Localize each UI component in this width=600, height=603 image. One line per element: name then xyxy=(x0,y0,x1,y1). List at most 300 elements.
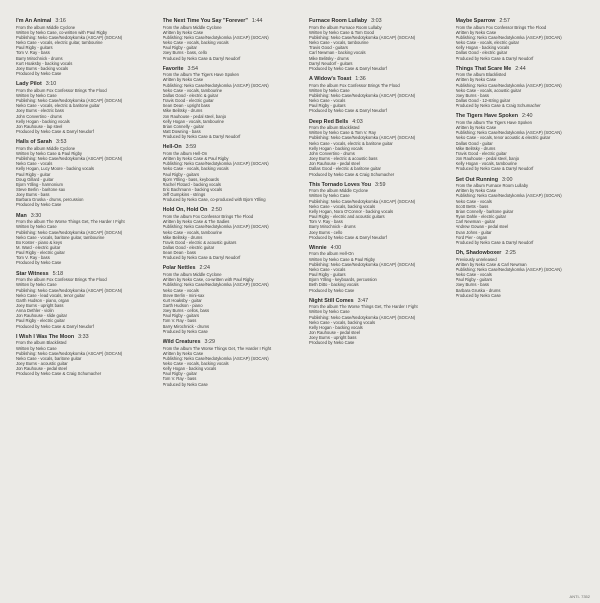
credit-line: Barbara Gruska - drums xyxy=(455,287,501,293)
credit-line: From the album Furnace Room Lullaby xyxy=(309,24,382,30)
track-title: Things That Scare Me xyxy=(455,65,512,72)
credit-line: From the album Blacklisted xyxy=(455,72,507,78)
credit-line: Beth Ditto - backing vocals xyxy=(309,282,359,288)
credit-line: Produced by Neko Case, co-produced with Bjorn Ytlling xyxy=(162,197,266,203)
credit-line: Tom V. Ray - bass xyxy=(162,318,197,324)
credit-line: Written by Neko Case xyxy=(455,29,497,35)
credit-line: Paul Rigby - electric guitar xyxy=(16,250,65,256)
credit-line: Produced by Neko Case xyxy=(162,328,208,334)
credit-line: Neko Case - vocals xyxy=(16,161,53,167)
credit-line: From the album Blacklisted xyxy=(16,340,67,346)
credit-line: Joey Burns - cellos, bass xyxy=(162,308,210,314)
credit-line: Joey Burns - bass xyxy=(16,192,50,198)
track-credit xyxy=(163,18,296,61)
column-4 xyxy=(456,18,589,589)
credit-line: From the album The Tigers Have Spoken xyxy=(455,119,532,125)
credit-line: From the album Fox Confessor Brings The Flood xyxy=(16,277,107,283)
credit-line: Written by Neko Case & The Sadies xyxy=(162,219,230,225)
credit-line: Produced by Neko Case xyxy=(16,260,62,266)
track-heading xyxy=(456,177,589,184)
credit-line: Publishing: Neko Case/Nedotykomka (ASCAP) (SOCAN) xyxy=(162,224,269,230)
credit-line: Produced by Neko Case & Darryl Neudorf xyxy=(162,55,241,61)
credit-line: Mike Belitsky - drums xyxy=(309,55,349,61)
credit-line: Anna Dethler - violin xyxy=(16,308,54,314)
credit-line: Kurt Hoaksby - guitar xyxy=(162,297,202,303)
credit-line: Publishing: Neko Case/Nedotykomka (ASCAP) (SOCAN) xyxy=(16,350,123,356)
credit-line: Ford Pier - organ xyxy=(455,234,488,240)
track-heading xyxy=(456,66,589,73)
credit-line: Neko Case - vocals, backing vocals xyxy=(162,166,229,172)
track-heading xyxy=(163,18,296,25)
credit-line: Tom V. Ray - bass xyxy=(162,376,197,382)
column-1 xyxy=(16,18,149,589)
track-duration: 3:00 xyxy=(502,176,513,183)
credit-line: Written by Neko Case xyxy=(16,92,57,98)
credit-line: Produced by Neko Case & Darryl Neudorf xyxy=(309,234,387,240)
credit-line: Matt Downing - bass xyxy=(162,129,201,134)
track-title: This Tornado Loves You xyxy=(309,181,371,188)
credit-line: Sean Dean - bass xyxy=(162,250,197,256)
credit-line: Publishing: Neko Case/Nedotykomka (ASCAP) (SOCAN) xyxy=(309,92,416,98)
credit-line: Neko Case - vocals, tambourine xyxy=(309,40,369,46)
credit-line: Publishing: Neko Case/Nedotykomka (ASCAP) (SOCAN) xyxy=(162,161,269,167)
credit-line: Written by Neko Case & Paul Rigby xyxy=(309,256,376,262)
credit-line: Written by Neko Case xyxy=(16,224,57,230)
credit-line: Produced by Neko Case & Darryl Neudorf xyxy=(16,323,94,329)
credit-line: Neko Case - vocals, electric & baritone guitar xyxy=(16,103,100,109)
credit-line: Written by Neko Case xyxy=(309,309,350,315)
credit-line: Written by Neko Case & Paul Rigby xyxy=(16,150,83,156)
credit-line: Produced by Neko Case & Darryl Neudorf xyxy=(16,129,94,134)
credit-line: Written by Neko Case & Tom V. Ray xyxy=(309,130,376,136)
track-credit xyxy=(163,144,296,202)
track-credit xyxy=(309,18,442,71)
credit-line: From the album Middle Cyclone xyxy=(162,24,222,30)
credit-line: Joey Burns - upright bass xyxy=(16,303,64,308)
track-heading xyxy=(309,298,442,305)
track-title: Wild Creatures xyxy=(162,338,201,345)
credit-line: Neko Case - vocals, acoustic guitar xyxy=(455,87,522,93)
credit-line: Neko Case - vocals xyxy=(455,198,492,204)
credit-line: Neko Case - vocals, tenor acoustic & electric guitar xyxy=(455,135,551,141)
credit-line: Tom V. Ray - bass xyxy=(16,255,50,261)
credit-line: Carl Newman - guitar xyxy=(455,219,496,225)
credit-line: Doug Gillard - guitar xyxy=(16,176,54,182)
credit-line: Jon Rauhouse - pedal steel, banjo xyxy=(455,156,520,162)
credit-line: Barry Mirochnick - drums xyxy=(16,55,63,61)
track-title: Favorite xyxy=(162,65,184,72)
credit-line: Bjorn Ytlling - harmonium xyxy=(16,181,63,187)
track-duration: 1:36 xyxy=(355,76,366,82)
credit-line: Publishing: Neko Case/Nedotykomka (ASCAP) (SOCAN) xyxy=(16,229,123,235)
credit-line: Neko Case - lead vocals, tenor guitar xyxy=(16,292,85,298)
credit-line: Produced by Neko Case & Darryl Neudorf xyxy=(455,55,534,61)
credit-line: Publishing: Neko Case/Nedotykomka (ASCAP) (SOCAN) xyxy=(162,82,269,88)
track-duration: 3:30 xyxy=(30,212,42,219)
track-title: Oh, Shadowboxer xyxy=(455,250,502,256)
credit-line: Carl Newman - backing vocals xyxy=(309,50,366,56)
credit-line: Publishing: Neko Case/Nedotykomka (ASCAP) (SOCAN) xyxy=(16,98,123,104)
track-heading xyxy=(456,250,589,257)
credit-line: Tom V. Ray - bass xyxy=(16,50,50,56)
credit-line: Kelly Hogan, Nora O'Connor - backing vocals xyxy=(309,208,394,214)
credit-line: Dallas Good - electric guitar xyxy=(455,50,508,56)
credit-line: Paul Rigby - guitar xyxy=(162,371,197,377)
credit-line: Produced by Neko Case xyxy=(309,287,355,293)
credit-line: Tom V. Ray - bass xyxy=(309,219,343,225)
credit-line: Joey Burns - electric & acoustic bass xyxy=(309,156,378,162)
credit-line: Joey Burns - upright bass xyxy=(309,335,357,341)
track-credit xyxy=(16,213,149,266)
credit-line: Evan Johns - guitar xyxy=(455,229,492,235)
credit-line: From the album The Worse Things Get, The Harder I Fight xyxy=(162,345,272,351)
track-heading xyxy=(163,207,296,214)
credit-line: Kelly Hogan - vocals, tambourine xyxy=(455,161,517,167)
credit-line: Publishing: Neko Case/Nedotykomka (ASCAP) (SOCAN) xyxy=(162,282,269,288)
credit-line: Publishing: Neko Case/Nedotykomka (ASCAP) (SOCAN) xyxy=(162,34,269,40)
credit-line: Written by Neko Case xyxy=(162,77,204,83)
credit-line: From the album The Worse Things Get, The Harder I Fight xyxy=(16,219,125,225)
credit-line: Dallas Good - electric & baritone guitar xyxy=(309,166,381,172)
credit-line: Paul Rigby - guitar xyxy=(162,45,197,51)
credit-line: Produced by Neko Case & Craig Schumacher xyxy=(309,171,395,177)
track-title: Polar Nettles xyxy=(162,265,196,272)
track-heading xyxy=(163,265,296,272)
credit-line: Neko Case - vocals xyxy=(162,287,199,293)
track-credit xyxy=(456,18,589,61)
credit-line: Jeff Gumpkins - strings xyxy=(162,192,206,198)
track-duration: 2:25 xyxy=(505,250,516,256)
credit-line: Mike Belitsky - drums xyxy=(455,145,496,151)
credit-line: Joey Burns - bass, cello xyxy=(162,50,207,56)
track-heading xyxy=(309,18,442,25)
credit-line: From the album The Tigers Have Spoken xyxy=(162,72,239,78)
track-title: Man xyxy=(16,212,27,219)
track-credit xyxy=(456,250,589,298)
credit-line: Steve Berlin - mini-sax xyxy=(162,292,205,298)
track-duration: 4:00 xyxy=(330,244,342,251)
credit-line: Neko Case - vocals, backing vocals xyxy=(162,40,229,46)
credit-line: Publishing: Neko Case/Nedotykomka (ASCAP) (SOCAN) xyxy=(16,287,123,293)
credit-line: Produced by Neko Case & Darryl Neudorf xyxy=(162,134,241,140)
track-title: I'm An Animal xyxy=(16,18,52,24)
credit-line: Paul Rigby - guitars xyxy=(309,272,346,278)
track-duration: 2:44 xyxy=(515,65,526,72)
credit-line: Produced by Neko Case & Darryl Neudorf xyxy=(455,239,534,245)
track-credit xyxy=(16,334,149,377)
credit-line: Produced by Neko Case & Darryl Neudorf xyxy=(162,255,241,261)
track-duration: 2:50 xyxy=(211,207,222,214)
credit-line: Garth Hudson - piano xyxy=(162,303,203,308)
credit-line: Neko Case - vocals, electric guitar, tambourine xyxy=(16,40,103,46)
track-duration: 3:10 xyxy=(45,81,57,88)
credit-line: Kelly Hogan - vocals, tambourine xyxy=(162,118,224,124)
credit-line: M. Ward - electric guitar xyxy=(16,245,61,250)
credit-line: Neko Case - vocals, electric & baritone guitar xyxy=(309,140,393,146)
credit-line: Garth Hudson - piano, organ xyxy=(16,297,70,303)
credit-line: Paul Rigby - guitars xyxy=(16,45,53,51)
credit-line: John Convertino - drums xyxy=(16,113,62,119)
track-credit xyxy=(16,271,149,329)
credit-line: Paul Rigby - guitars xyxy=(309,103,346,109)
credit-line: Kelly Hogan - backing vocals xyxy=(309,145,363,151)
credit-line: Written by Neko Case xyxy=(309,87,350,93)
credit-line: Written by Neko Case xyxy=(16,345,57,351)
credit-line: Produced by Neko Case xyxy=(16,202,62,208)
credit-line: Joey Burns - electric bass xyxy=(16,108,64,114)
track-title: Star Witness xyxy=(16,270,49,277)
track-title: A Widow's Toast xyxy=(309,76,352,82)
credit-line: From the album Middle Cyclone xyxy=(16,145,76,151)
track-heading xyxy=(16,139,149,146)
track-heading xyxy=(16,213,149,220)
track-duration: 3:29 xyxy=(204,338,215,345)
track-title: Night Still Comes xyxy=(309,297,354,304)
track-credit xyxy=(456,177,589,245)
credit-line: Neko Case - vocals, electric guitar xyxy=(455,40,520,46)
track-heading xyxy=(163,339,296,346)
credit-line: Written by Neko Case xyxy=(455,188,497,194)
track-heading xyxy=(16,271,149,278)
credit-line: Neko Case - vocals, tambourine xyxy=(162,229,223,235)
catalog-number: ANTI- 7352 xyxy=(569,594,590,599)
track-credit xyxy=(16,139,149,207)
credit-line: Produced by Neko Case xyxy=(455,292,501,298)
credit-line: Publishing: Neko Case/Nedotykomka (ASCAP) (SOCAN) xyxy=(455,34,562,40)
credit-line: Publishing: Neko Case/Nedotykomka (ASCAP) (SOCAN) xyxy=(309,198,416,204)
credit-line: Produced by Neko Case & Craig Schumacher xyxy=(16,371,102,377)
credit-line: Produced by Neko Case & Craig Schumacher xyxy=(455,103,541,109)
track-duration: 1:44 xyxy=(251,18,263,24)
track-duration: 3:54 xyxy=(187,65,198,72)
credit-line: Paul Rigby - guitars xyxy=(162,313,200,319)
track-credit xyxy=(163,339,296,387)
track-title: The Next Time You Say "Forever" xyxy=(162,18,248,24)
track-title: Halls of Sarah xyxy=(16,139,52,146)
credit-line: Steve Berlin - baritone sax xyxy=(16,187,66,192)
credit-line: Dallas Good - guitar xyxy=(455,140,493,146)
track-duration: 3:03 xyxy=(371,18,382,24)
credit-line: Written by Neko Case xyxy=(162,350,204,356)
credit-line: Neko Case - vocals xyxy=(455,272,492,278)
credit-line: Eric Bachmann - backing vocals xyxy=(162,187,223,192)
track-credit xyxy=(309,298,442,346)
track-title: Deep Red Bells xyxy=(309,118,349,125)
track-duration: 3:47 xyxy=(357,297,369,304)
credit-line: Neko Case - vocals, backing vocals xyxy=(309,319,376,325)
credit-line: Dallas Good - electric & guitar xyxy=(162,92,219,98)
credit-line: Neko Case - vocals, baritone guitar xyxy=(16,355,82,361)
credit-line: Dallas Good - electric guitar xyxy=(162,245,215,250)
credit-line: Kelly Hogan - backing vocals xyxy=(162,366,217,372)
track-heading xyxy=(309,76,442,83)
track-credit xyxy=(309,182,442,240)
credit-line: Written by Neko Case & Carl Newman xyxy=(455,261,527,267)
credit-line: Neko Case - vocals, tambourine xyxy=(162,87,223,93)
credit-line: Written by Neko Case xyxy=(16,282,57,288)
track-credit xyxy=(309,76,442,114)
credit-line: Jon Rauhouse - pedal steel, banjo xyxy=(162,113,227,119)
credit-line: Kelly Hogan - backing vocals xyxy=(309,324,363,330)
credit-line: Neko Case - vocals xyxy=(309,98,346,104)
credit-line: Written by Neko Case xyxy=(162,29,204,35)
credit-line: Darryl Neudorf - guitars xyxy=(309,60,353,66)
credit-line: Neko Case - vocals, baritone guitar, tambourine xyxy=(16,234,105,240)
credit-line: From the album Fox Confessor Brings The Flood xyxy=(309,82,400,88)
credit-line: From the album Fox Confessor Brings The Flood xyxy=(455,24,547,30)
credit-line: Neko Case - vocals xyxy=(309,266,346,272)
credit-line: Kelly Hogan - backing vocals xyxy=(455,45,510,51)
credit-line: Jon Rauhouse - slide guitar xyxy=(16,313,67,319)
credit-line: Travis Good - guitars xyxy=(309,45,348,51)
track-heading xyxy=(309,245,442,252)
credit-line: Written by Neko Case & Paul Rigby xyxy=(162,156,229,162)
credit-line: Publishing: Neko Case/Nedotykomka (ASCAP) (SOCAN) xyxy=(309,135,416,141)
track-title: Lady Pilot xyxy=(16,81,42,88)
track-duration: 3:16 xyxy=(55,18,66,24)
credit-line: Written by Neko Case, co-written with Paul Rigby xyxy=(162,277,254,283)
track-title: The Tigers Have Spoken xyxy=(455,113,519,120)
credit-line: Produced by Neko Case & Darryl Neudorf xyxy=(309,108,387,114)
credit-line: Travis Good - electric & acoustic guitars xyxy=(162,239,237,245)
track-duration: 2:40 xyxy=(522,113,533,120)
credit-line: Written by Neko Case xyxy=(455,125,497,131)
credit-line: Bjorn Ytlling - bass, keyboards xyxy=(162,176,219,182)
track-credit xyxy=(16,81,149,134)
credit-line: Jon Rauhouse - pedal steel xyxy=(309,161,360,167)
track-heading xyxy=(16,18,149,25)
credit-line: Dallas Good - 12-string guitar xyxy=(455,98,511,104)
credit-line: Produced by Neko Case & Darryl Neudorf xyxy=(309,65,387,71)
track-duration: 3:53 xyxy=(55,139,67,146)
track-title: Hell-On xyxy=(162,144,182,151)
credit-line: Joey Burns - bass xyxy=(455,282,490,288)
column-2 xyxy=(163,18,296,589)
credit-line: Ryan Dahle - electric guitar xyxy=(455,214,507,220)
credit-line: Produced by Neko Case xyxy=(16,71,62,76)
credit-line: Publishing: Neko Case/Nedotykomka (ASCAP) (SOCAN) xyxy=(309,314,416,320)
credit-line: Written by Neko Case & Tom Good xyxy=(309,29,375,35)
track-heading xyxy=(163,144,296,151)
track-duration: 3:59 xyxy=(375,181,386,188)
credit-line: Mike Belitsky - drums xyxy=(162,234,203,240)
credit-line: Kurt Hoaksby - backing vocals xyxy=(16,60,73,66)
credit-line: Brian Connelly - baritone guitar xyxy=(455,208,514,214)
credit-line: From the album Middle Cyclone xyxy=(16,24,76,30)
credit-line: From the album Hell-On xyxy=(309,251,354,257)
track-duration: 2:57 xyxy=(499,18,510,24)
track-credit xyxy=(163,207,296,260)
credit-line: Jon Rauhouse - pedal steel xyxy=(309,330,360,336)
track-heading xyxy=(309,119,442,126)
track-heading xyxy=(309,182,442,189)
credit-line: Brian Connelly - guitar xyxy=(162,123,204,129)
credit-line: Paul Rigby - guitars xyxy=(162,171,200,177)
credit-line: Publishing: Neko Case/Nedotykomka (ASCAP) (SOCAN) xyxy=(455,130,562,136)
track-credit xyxy=(309,119,442,177)
credit-line: Bjorn Ytlling - keyboards, percussion xyxy=(309,277,377,283)
credit-line: Paul Rigby - electric guitar xyxy=(16,318,65,324)
credit-line: From the album Middle Cyclone xyxy=(309,188,369,194)
credit-line: Publishing: Neko Case/Nedotykomka (ASCAP) (SOCAN) xyxy=(309,34,416,40)
track-title: Set Out Running xyxy=(455,176,499,183)
credit-line: Jon Rauhouse - lap steel xyxy=(16,123,63,129)
track-heading xyxy=(456,113,589,120)
credit-line: Sean Dean - upright bass xyxy=(162,103,210,109)
credit-line: John Convertino - drums xyxy=(309,150,355,156)
track-credit xyxy=(456,113,589,171)
track-credit xyxy=(16,18,149,76)
credit-line: Rachel Flotard - backing vocals xyxy=(162,181,221,187)
credit-line: Previously unreleased xyxy=(455,256,497,262)
track-title: Winnie xyxy=(309,244,327,251)
track-credit xyxy=(309,245,442,293)
credit-line: Paul Rigby - electric and acoustic guitars xyxy=(309,214,385,220)
credit-line: Barry Mirochnick - drums xyxy=(162,323,210,329)
credit-line: Andrew Gowan - pedal steel xyxy=(455,224,509,230)
credit-line: Paul Rigby - guitar xyxy=(16,171,51,177)
track-duration: 5:18 xyxy=(52,270,64,277)
credit-line: Barbara Gruska - drums, percussion xyxy=(16,197,84,203)
track-duration: 3:59 xyxy=(185,144,197,151)
track-heading xyxy=(456,18,589,25)
track-title: I Wish I Was The Moon xyxy=(16,333,75,340)
track-heading xyxy=(16,81,149,88)
credit-line: Joey Burns - backing vocals xyxy=(16,65,69,71)
track-title: Maybe Sparrow xyxy=(455,18,496,24)
credit-line: Mike Belitsky - drums xyxy=(162,108,203,114)
credit-line: From the album Hell-On xyxy=(162,150,208,156)
credit-line: From the album The Worse Things Get, The Harder I Fight xyxy=(309,304,418,310)
track-duration: 2:24 xyxy=(199,265,210,272)
credit-line: Neko Case - vocals, backing vocals xyxy=(309,203,376,209)
track-credit xyxy=(163,66,296,140)
credit-line: From the album Fox Confessor Brings The Flood xyxy=(162,214,254,220)
credit-line: From the album Fox Confessor Brings The Flood xyxy=(16,87,107,93)
track-heading xyxy=(16,334,149,341)
credit-line: Publishing: Neko Case/Nedotykomka (ASCAP) (SOCAN) xyxy=(16,156,123,162)
credit-line: Travis Good - electric guitar xyxy=(455,150,507,156)
credit-line: Produced by Neko Case & Darryl Neudorf xyxy=(455,166,534,172)
credit-line: From the album Middle Cyclone xyxy=(162,272,222,278)
credit-line: Publishing: Neko Case/Nedotykomka (ASCAP) (SOCAN) xyxy=(455,266,562,272)
credit-line: Jon Rauhouse - pedal steel xyxy=(16,366,67,372)
credit-line: Produced by Neko Case xyxy=(162,381,208,387)
credit-line: Joey Burns - bass xyxy=(455,92,490,98)
credit-line: Written by Neko Case xyxy=(309,193,350,199)
track-duration: 4:03 xyxy=(352,118,363,125)
credit-line: Joey Burns - acoustic guitar xyxy=(16,361,68,366)
track-heading xyxy=(163,66,296,73)
credit-line: Written by Neko Case xyxy=(455,77,497,83)
credit-line: Scott Betts - bass xyxy=(455,203,489,209)
track-credit xyxy=(163,265,296,333)
credit-line: From the album Furnace Room Lullaby xyxy=(455,183,529,189)
track-credit xyxy=(456,66,589,109)
track-title: Hold On, Hold On xyxy=(162,207,208,214)
credit-line: Publishing: Neko Case/Nedotykomka (ASCAP) (SOCAN) xyxy=(162,355,269,361)
credit-line: Neko Case - vocals, backing vocals xyxy=(162,361,229,366)
credit-line: Kelly Hogan, Lucy Moore - backing vocals xyxy=(16,166,94,172)
credit-line: Joey Burns - cello xyxy=(309,229,343,235)
credit-line: Written by Neko Case, co-written with Paul Rigby xyxy=(16,29,108,35)
credit-line: Publishing: Neko Case/Nedotykomka (ASCAP) (SOCAN) xyxy=(455,82,562,88)
credit-line: From the album Blacklisted xyxy=(309,125,360,131)
credit-line: Bo Koster - piano & keys xyxy=(16,239,63,245)
track-duration: 3:33 xyxy=(78,333,89,340)
credit-line: Barry Mirochnick - drums xyxy=(309,224,356,230)
credit-line: Travis Good - electric guitar xyxy=(162,98,214,104)
